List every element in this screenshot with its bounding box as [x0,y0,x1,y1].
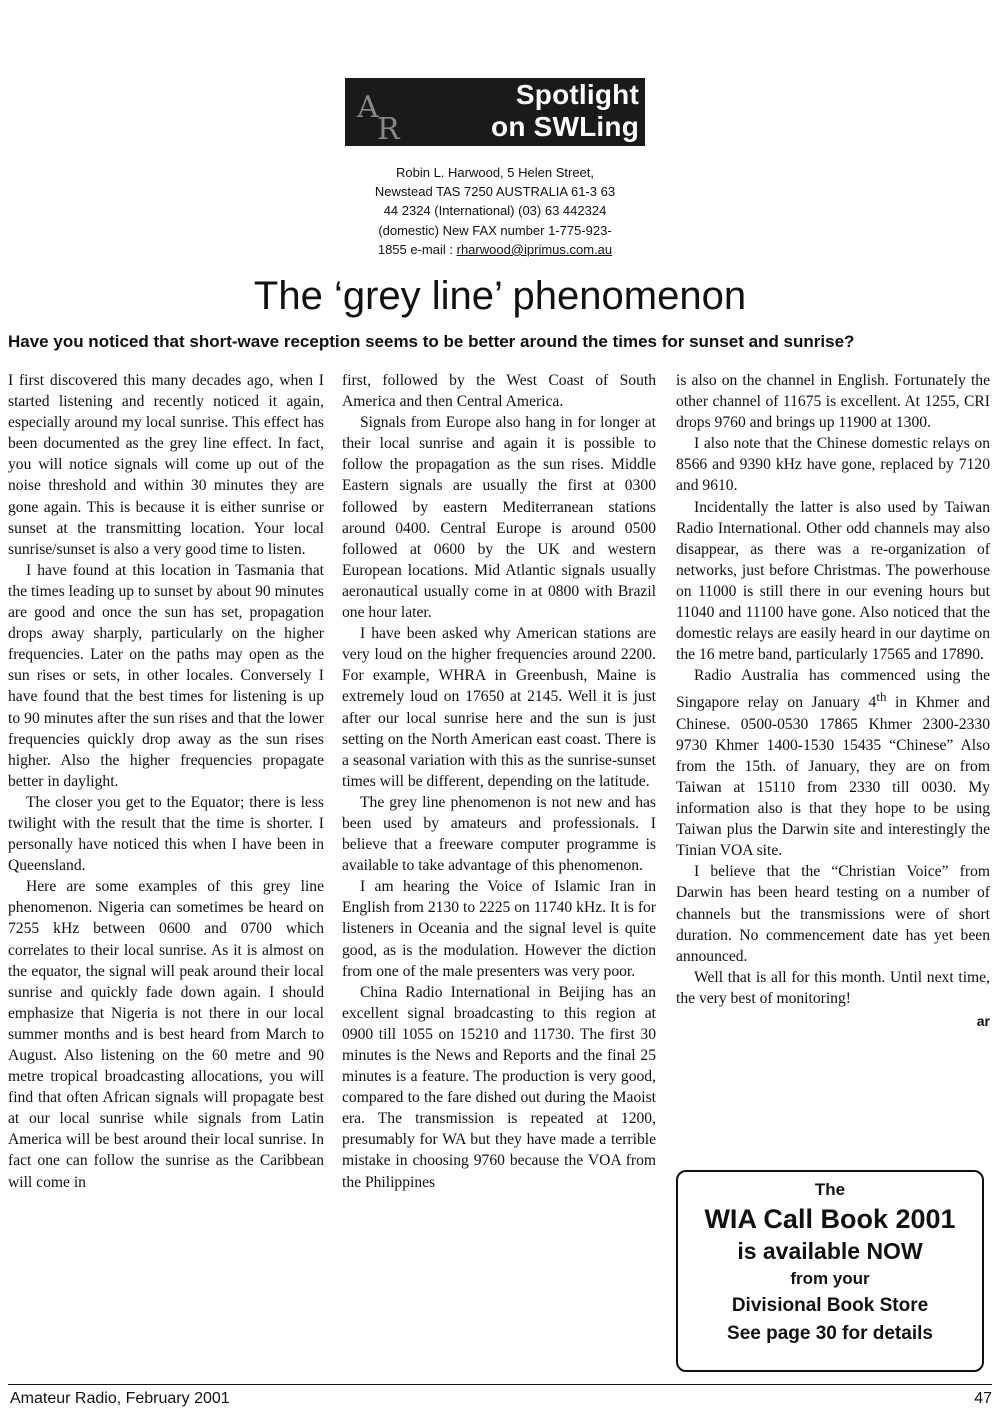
text-column-2 [342,370,656,1193]
advert-line: is available NOW [737,1238,923,1264]
paragraph-part: in Khmer and Chinese. 0500-0530 17865 Khmer 2300-2330 9730 Khmer 1400-1530 15435 “Chinese” Also from the 15th. of January, they are on from Taiwan at 15110 from 2330 till 0030. My information also is that they hope to be using Taiwan plus the Darwin site and interestingly the Tinian VOA site. [676,694,990,860]
ar-logo-mark: A R [357,90,400,146]
email-prefix: 1855 e-mail : [377,241,457,257]
paragraph: Signals from Europe also hang in for longer at their local sunrise and again it is possible to follow the propagation as the sun rises. Middle Eastern signals are usually the first at 0300 followed by eastern Mediterranean stations around 0400. Central Europe is around 0500 followed at 0600 by the UK and western European locations. Mid Atlantic signals usually aeronautical usually come in at 0800 with Brazil one hour later. [342,414,656,622]
email-link[interactable]: rharwood@iprimus.com.au [456,241,613,257]
address-line: Robin L. Harwood, 5 Helen Street, [396,165,594,180]
text-column-1 [8,370,324,1193]
paragraph-part: Radio Australia has commenced using the Singapore relay on January 4 [676,667,990,712]
column-logo [345,78,645,146]
paragraph: I also note that the Chinese domestic relays on 8566 and 9390 kHz have gone, replaced by 7120 and 9610. [676,435,990,495]
address-line-email [345,240,645,259]
advert-line: from your [790,1269,870,1288]
paragraph: I have been asked why American stations are very loud on the higher frequencies around 2200. For example, WHRA in Greenbush, Maine is extremely loud on 17650 at 2145. Well it is just after our local sunrise here and the sun is just setting on the North American east coast. There is a seasonal variation with this as the sunrise-sunset times will be different, depending on the latitude. [342,625,656,790]
address-line: (domestic) New FAX number 1-775-923- [378,222,612,238]
author-address [345,163,645,259]
address-line: Newstead TAS 7250 AUSTRALIA 61-3 63 [374,184,616,200]
column-title-line2: on SWLing [491,111,639,142]
advert-line: The [814,1180,846,1199]
advert-headline: WIA Call Book 2001 [704,1204,956,1234]
paragraph: The grey line phenomenon is not new and has been used by amateurs and professionals. I believe that a freeware computer programme is available to take advantage of this phenomenon. [342,793,656,875]
paragraph: first, followed by the West Coast of South America and then Central America. [342,372,656,411]
publication-name: Amateur Radio, February 2001 [10,1390,230,1407]
article-standfirst: Have you noticed that short-wave reception seems to be better around the times for sunset and sunrise? [8,332,855,351]
page-number: 47 [974,1390,992,1407]
paragraph: The closer you get to the Equator; there is less twilight with the result that the time is shorter. I personally have noticed this when I have been in Queensland. [8,793,324,875]
paragraph: China Radio International in Beijing has an excellent signal broadcasting to this region at 0900 till 1055 on 15210 and 11730. The first 30 minutes is the News and Reports and the final 25 minutes is a feature. The production is very good, compared to the fare dished out during the Maoist era. The transmission is repeated at 1200, presumably for WA but they have made a terrible mistake in choosing 9760 because the VOA from the Philippines [342,983,656,1191]
advert-line: See page 30 for details [727,1323,933,1344]
column-title [491,79,639,143]
paragraph: is also on the channel in English. Fortunately the other channel of 11675 is excellent. At 1255, CRI drops 9760 and brings up 11900 at 1300. [676,372,990,432]
superscript: th [876,689,887,705]
paragraph: Here are some examples of this grey line phenomenon. Nigeria can sometimes be heard on 7255 kHz between 0600 and 0700 which correlates to their local sunrise. As it is almost on the equator, the signal will peak around their local sunrise and quickly fade down again. I should emphasize that Nigeria is not there in our local summer months and is best heard from March to August. Also listening on the 60 metre and 90 metre tropical broadcasting allocations, you will find that often African signals will propagate best at our local sunrise while signals from Latin America will be best around their local sunrise. In fact one can follow the sunrise as the Caribbean will come in [8,878,324,1191]
paragraph: I believe that the “Christian Voice” from Darwin has been heard testing on a number of channels but the transmissions were of short duration. No commencement date has yet been announced. [676,863,990,965]
paragraph [676,665,990,861]
address-line: 44 2324 (International) (03) 63 442324 [383,203,607,219]
article-title: The ‘grey line’ phenomenon [253,274,747,318]
column-title-line1: Spotlight [515,79,639,110]
paragraph: Well that is all for this month. Until next time, the very best of monitoring! [676,968,990,1007]
text-column-3 [676,370,990,1031]
callbook-advert [676,1170,984,1372]
footer-rule [8,1384,992,1385]
advert-line: Divisional Book Store [731,1295,929,1316]
paragraph: Incidentally the latter is also used by Taiwan Radio International. Other odd channels may also disappear, as there was a re-organization of networks, just before Christmas. The powerhouse on 11000 is still there in our evening hours but 11040 and 11100 have gone. Also noticed that the domestic relays are easily heard in our daytime on the 16 metre band, particularly 17565 and 17890. [676,498,990,664]
paragraph: I have found at this location in Tasmania that the times leading up to sunset by about 90 minutes are good and once the sun has set, propagation drops away sharply, particularly on the higher frequencies. Later on the paths may open as the sun rises or sets, in other locales. Conversely I have found that the best times for listening is up to 90 minutes after the sun rises and that the lower frequencies quickly drop away as the sun rises higher. Also the higher frequencies propagate better in daylight. [8,561,324,790]
paragraph: I am hearing the Voice of Islamic Iran in English from 2130 to 2225 on 11740 kHz. It is for listeners in Oceania and the signal level is quite good, as is the modulation. However the diction from one of the male presenters was very poor. [342,878,656,980]
paragraph: I first discovered this many decades ago, when I started listening and recently noticed it again, especially around my local sunrise. This effect has been documented as the grey line effect. In fact, you will notice signals will come up out of the noise threshold and within 30 minutes they are gone again. This is because it is either sunrise or sunset at the transmitting location. Your local sunrise/sunset is also a very good time to listen. [8,372,324,558]
signoff: ar [976,1013,990,1029]
